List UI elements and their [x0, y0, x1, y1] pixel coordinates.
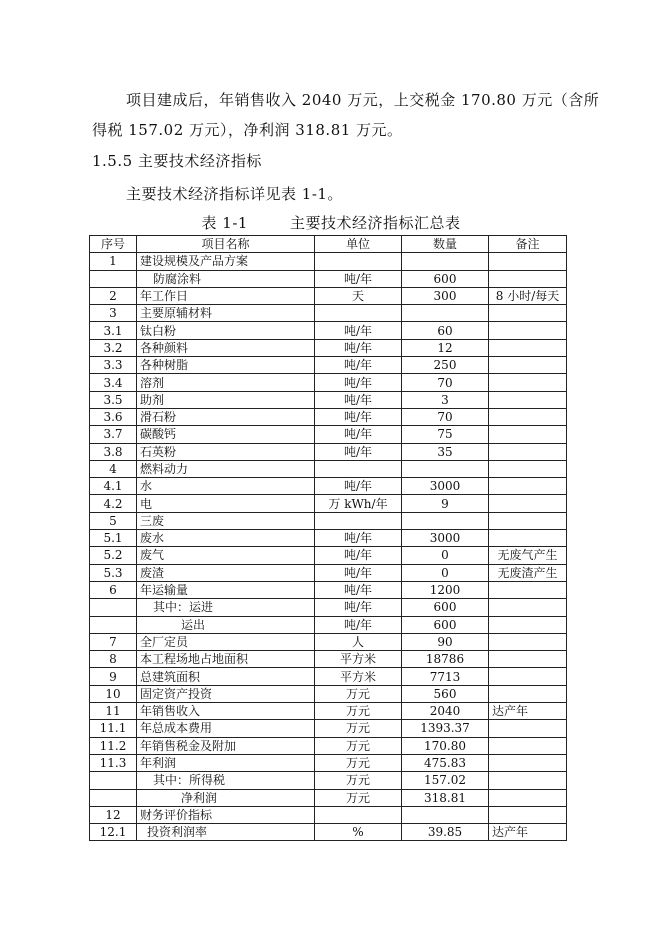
cell-qty: [402, 460, 489, 477]
cell-note: [489, 374, 567, 391]
table-row: [90, 633, 567, 650]
cell-unit: 万元: [315, 737, 402, 754]
cell-name: 投资利润率: [137, 824, 315, 841]
table-row: [90, 581, 567, 598]
cell-note: 8 小时/每天: [489, 287, 567, 304]
cell-note: [489, 789, 567, 806]
cell-name: 年工作日: [137, 287, 315, 304]
cell-unit: 万元: [315, 772, 402, 789]
cell-no: 12: [90, 806, 137, 823]
cell-note: [489, 616, 567, 633]
cell-name: 净利润: [137, 789, 315, 806]
cell-name: 全厂定员: [137, 633, 315, 650]
cell-name: 固定资产投资: [137, 685, 315, 702]
cell-no: 9: [90, 668, 137, 685]
cell-unit: 吨/年: [315, 564, 402, 581]
table-row: [90, 426, 567, 443]
cell-unit: 吨/年: [315, 581, 402, 598]
cell-no: 3.4: [90, 374, 137, 391]
cell-qty: [402, 806, 489, 823]
cell-unit: %: [315, 824, 402, 841]
paragraph-line-1: 项目建成后，年销售收入 2040 万元，上交税金 170.80 万元（含所: [126, 91, 600, 109]
cell-no: 5.3: [90, 564, 137, 581]
section-heading: 1.5.5 主要技术经济指标: [92, 152, 262, 170]
cell-qty: 18786: [402, 651, 489, 668]
cell-note: [489, 581, 567, 598]
indicator-table: [89, 235, 567, 841]
cell-no: 5: [90, 512, 137, 529]
cell-qty: 12: [402, 339, 489, 356]
cell-qty: 0: [402, 564, 489, 581]
cell-qty: 0: [402, 547, 489, 564]
table-row: [90, 547, 567, 564]
cell-name: 水: [137, 478, 315, 495]
table-row: [90, 772, 567, 789]
cell-qty: 70: [402, 408, 489, 425]
cell-no: [90, 789, 137, 806]
cell-qty: 3: [402, 391, 489, 408]
cell-unit: 人: [315, 633, 402, 650]
cell-note: [489, 426, 567, 443]
table-row: [90, 703, 567, 720]
table-row: [90, 651, 567, 668]
cell-qty: 170.80: [402, 737, 489, 754]
table-row: [90, 685, 567, 702]
cell-note: [489, 495, 567, 512]
table-caption-title: 主要技术经济指标汇总表: [289, 214, 461, 232]
cell-no: 3.3: [90, 357, 137, 374]
cell-note: [489, 512, 567, 529]
cell-qty: 3000: [402, 530, 489, 547]
cell-no: 1: [90, 253, 137, 270]
cell-note: [489, 651, 567, 668]
cell-note: [489, 754, 567, 771]
table-row: [90, 357, 567, 374]
cell-name: 年运输量: [137, 581, 315, 598]
table-row: [90, 806, 567, 823]
cell-qty: 318.81: [402, 789, 489, 806]
cell-unit: [315, 253, 402, 270]
cell-no: 3.6: [90, 408, 137, 425]
cell-unit: 吨/年: [315, 391, 402, 408]
cell-note: 达产年: [489, 824, 567, 841]
cell-unit: 平方米: [315, 651, 402, 668]
cell-unit: 吨/年: [315, 374, 402, 391]
cell-note: [489, 443, 567, 460]
cell-unit: 万元: [315, 703, 402, 720]
table-row: [90, 720, 567, 737]
cell-no: 3.7: [90, 426, 137, 443]
cell-no: 5.2: [90, 547, 137, 564]
cell-qty: 90: [402, 633, 489, 650]
cell-no: [90, 270, 137, 287]
cell-qty: 3000: [402, 478, 489, 495]
cell-unit: 天: [315, 287, 402, 304]
table-row: [90, 339, 567, 356]
cell-qty: [402, 305, 489, 322]
cell-qty: 39.85: [402, 824, 489, 841]
cell-no: 3.8: [90, 443, 137, 460]
paragraph-line-2: 得税 157.02 万元），净利润 318.81 万元。: [92, 121, 403, 139]
cell-note: [489, 599, 567, 616]
cell-unit: 万元: [315, 754, 402, 771]
cell-qty: [402, 253, 489, 270]
cell-qty: 1393.37: [402, 720, 489, 737]
table-row: [90, 391, 567, 408]
cell-qty: 75: [402, 426, 489, 443]
cell-unit: [315, 806, 402, 823]
cell-unit: 吨/年: [315, 547, 402, 564]
cell-note: [489, 339, 567, 356]
table-row: [90, 287, 567, 304]
table-row: [90, 270, 567, 287]
cell-no: 11: [90, 703, 137, 720]
table-row: [90, 754, 567, 771]
cell-qty: 600: [402, 270, 489, 287]
cell-no: 12.1: [90, 824, 137, 841]
cell-no: 4.1: [90, 478, 137, 495]
cell-qty: 600: [402, 616, 489, 633]
cell-name: 三废: [137, 512, 315, 529]
cell-note: 无废气产生: [489, 547, 567, 564]
cell-name: 建设规模及产品方案: [137, 253, 315, 270]
cell-no: 11.2: [90, 737, 137, 754]
cell-unit: 吨/年: [315, 530, 402, 547]
table-caption-number: 表 1-1: [201, 214, 248, 232]
cell-note: [489, 737, 567, 754]
cell-no: 8: [90, 651, 137, 668]
cell-note: [489, 460, 567, 477]
table-row: [90, 478, 567, 495]
header-no: 序号: [90, 236, 137, 253]
cell-name: 碳酸钙: [137, 426, 315, 443]
cell-unit: 吨/年: [315, 322, 402, 339]
cell-no: [90, 599, 137, 616]
cell-name: 年销售税金及附加: [137, 737, 315, 754]
table-header-row: [90, 236, 567, 253]
cell-qty: 600: [402, 599, 489, 616]
table-row: [90, 668, 567, 685]
table-row: [90, 789, 567, 806]
cell-name: 溶剂: [137, 374, 315, 391]
cell-note: [489, 478, 567, 495]
cell-qty: 1200: [402, 581, 489, 598]
table-body: [90, 253, 567, 841]
cell-qty: 70: [402, 374, 489, 391]
cell-no: 3.1: [90, 322, 137, 339]
cell-unit: 吨/年: [315, 408, 402, 425]
cell-note: [489, 391, 567, 408]
cell-unit: 吨/年: [315, 616, 402, 633]
cell-unit: 吨/年: [315, 339, 402, 356]
cell-note: [489, 668, 567, 685]
cell-qty: 475.83: [402, 754, 489, 771]
cell-note: [489, 408, 567, 425]
cell-unit: 吨/年: [315, 443, 402, 460]
cell-no: 4.2: [90, 495, 137, 512]
cell-unit: [315, 305, 402, 322]
header-note: 备注: [489, 236, 567, 253]
cell-no: 6: [90, 581, 137, 598]
cell-no: 11.3: [90, 754, 137, 771]
cell-note: [489, 305, 567, 322]
cell-name: 主要原辅材料: [137, 305, 315, 322]
cell-unit: 吨/年: [315, 478, 402, 495]
cell-name: 电: [137, 495, 315, 512]
cell-no: 10: [90, 685, 137, 702]
cell-name: 年总成本费用: [137, 720, 315, 737]
cell-qty: 157.02: [402, 772, 489, 789]
table-row: [90, 824, 567, 841]
cell-name: 废渣: [137, 564, 315, 581]
cell-name: 废气: [137, 547, 315, 564]
cell-name: 废水: [137, 530, 315, 547]
cell-note: 无废渣产生: [489, 564, 567, 581]
cell-unit: 万元: [315, 720, 402, 737]
cell-name: 燃料动力: [137, 460, 315, 477]
cell-name: 助剂: [137, 391, 315, 408]
cell-name: 各种颜料: [137, 339, 315, 356]
cell-qty: 250: [402, 357, 489, 374]
table-row: [90, 495, 567, 512]
cell-unit: 万元: [315, 685, 402, 702]
cell-qty: 2040: [402, 703, 489, 720]
cell-name: 钛白粉: [137, 322, 315, 339]
cell-name: 年销售收入: [137, 703, 315, 720]
cell-name: 防腐涂料: [137, 270, 315, 287]
table-row: [90, 408, 567, 425]
cell-qty: 560: [402, 685, 489, 702]
cell-note: [489, 685, 567, 702]
cell-note: [489, 530, 567, 547]
table-row: [90, 530, 567, 547]
cell-name: 各种树脂: [137, 357, 315, 374]
header-name: 项目名称: [137, 236, 315, 253]
table-row: [90, 512, 567, 529]
cell-qty: 300: [402, 287, 489, 304]
table-row: [90, 443, 567, 460]
cell-qty: [402, 512, 489, 529]
cell-unit: [315, 460, 402, 477]
cell-note: [489, 357, 567, 374]
cell-name: 总建筑面积: [137, 668, 315, 685]
cell-note: [489, 772, 567, 789]
header-unit: 单位: [315, 236, 402, 253]
cell-qty: 60: [402, 322, 489, 339]
table-row: [90, 374, 567, 391]
cell-no: 5.1: [90, 530, 137, 547]
cell-no: 4: [90, 460, 137, 477]
cell-name: 石英粉: [137, 443, 315, 460]
cell-no: 11.1: [90, 720, 137, 737]
cell-qty: 7713: [402, 668, 489, 685]
table-row: [90, 253, 567, 270]
table-row: [90, 460, 567, 477]
cell-note: [489, 322, 567, 339]
cell-no: [90, 772, 137, 789]
cell-note: 达产年: [489, 703, 567, 720]
cell-unit: 万元: [315, 789, 402, 806]
cell-note: [489, 270, 567, 287]
cell-qty: 35: [402, 443, 489, 460]
cell-qty: 9: [402, 495, 489, 512]
cell-no: 3: [90, 305, 137, 322]
table-row: [90, 737, 567, 754]
table-row: [90, 564, 567, 581]
table-caption: [0, 212, 662, 233]
cell-no: 3.2: [90, 339, 137, 356]
cell-name: 滑石粉: [137, 408, 315, 425]
table-intro-text: 主要技术经济指标详见表 1-1。: [126, 185, 343, 203]
cell-note: [489, 633, 567, 650]
cell-unit: [315, 512, 402, 529]
cell-unit: 平方米: [315, 668, 402, 685]
table-row: [90, 599, 567, 616]
cell-unit: 万 kWh/年: [315, 495, 402, 512]
cell-name: 财务评价指标: [137, 806, 315, 823]
cell-name: 年利润: [137, 754, 315, 771]
cell-unit: 吨/年: [315, 357, 402, 374]
table-row: [90, 305, 567, 322]
cell-note: [489, 720, 567, 737]
cell-note: [489, 806, 567, 823]
cell-no: 2: [90, 287, 137, 304]
cell-unit: 吨/年: [315, 270, 402, 287]
cell-note: [489, 253, 567, 270]
cell-unit: 吨/年: [315, 599, 402, 616]
cell-unit: 吨/年: [315, 426, 402, 443]
cell-name: 其中：运进: [137, 599, 315, 616]
cell-name: 其中：所得税: [137, 772, 315, 789]
table-row: [90, 616, 567, 633]
cell-no: 7: [90, 633, 137, 650]
cell-no: [90, 616, 137, 633]
header-qty: 数量: [402, 236, 489, 253]
cell-name: 运出: [137, 616, 315, 633]
table-row: [90, 322, 567, 339]
cell-no: 3.5: [90, 391, 137, 408]
cell-name: 本工程场地占地面积: [137, 651, 315, 668]
